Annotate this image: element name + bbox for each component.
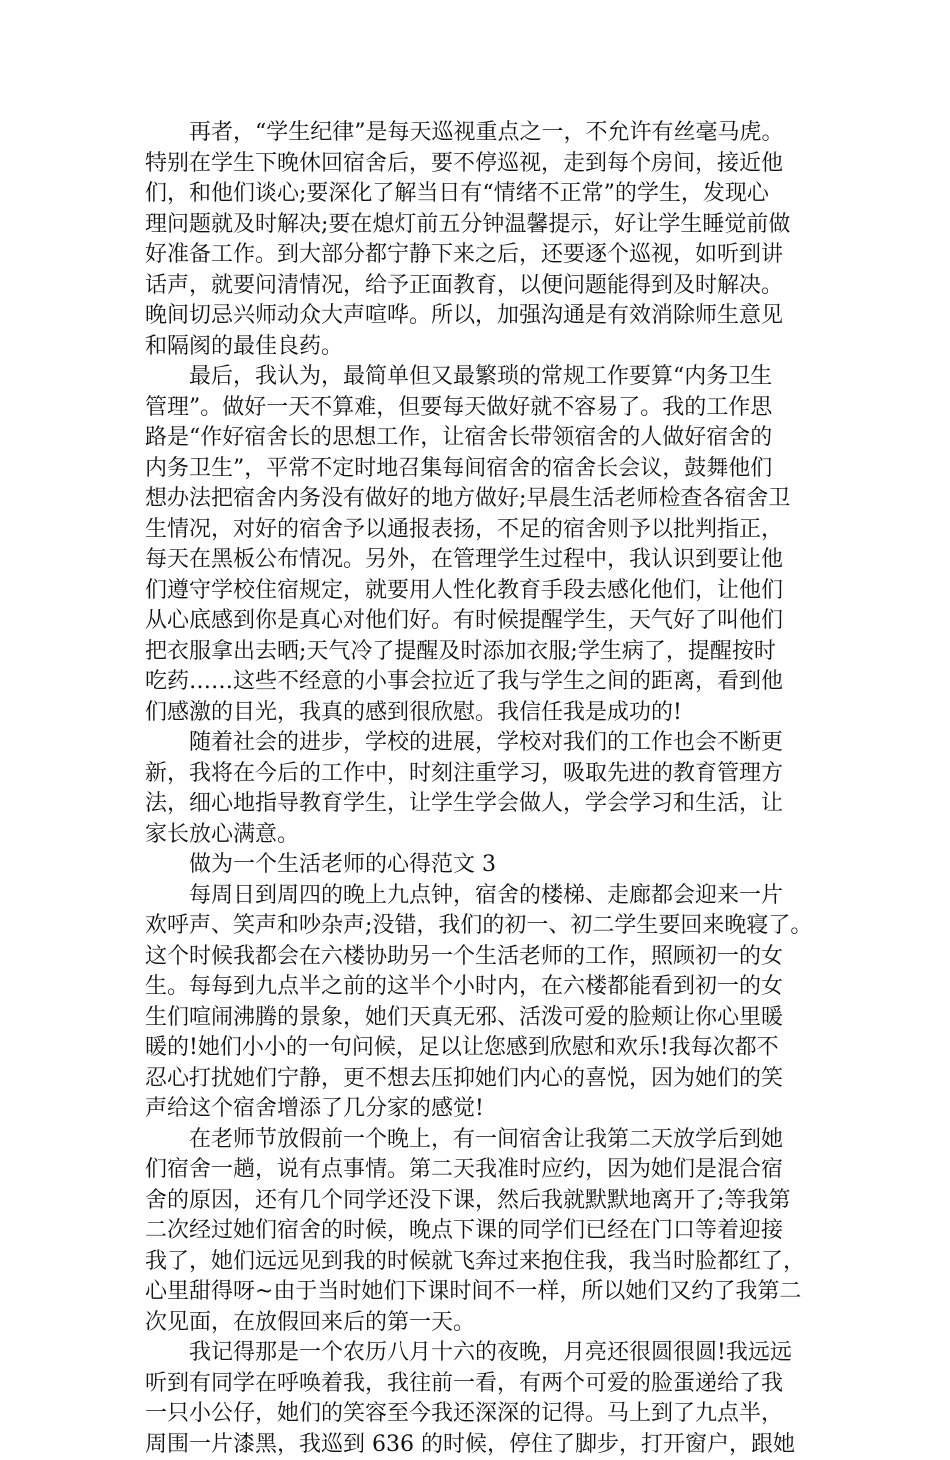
text-line: 生情况，对好的宿舍予以通报表扬，不足的宿舍则予以批判指正， bbox=[145, 515, 805, 546]
text-line: 们宿舍一趟，说有点事情。第二天我准时应约，因为她们是混合宿 bbox=[145, 1155, 805, 1186]
text-line: 再者，“学生纪律”是每天巡视重点之一，不允许有丝毫马虎。 bbox=[145, 118, 805, 149]
text-line: 每周日到周四的晚上九点钟，宿舍的楼梯、走廊都会迎来一片 bbox=[145, 881, 805, 912]
text-line: 声给这个宿舍增添了几分家的感觉! bbox=[145, 1094, 805, 1125]
text-line: 次见面，在放假回来后的第一天。 bbox=[145, 1308, 805, 1339]
text-line: 家长放心满意。 bbox=[145, 820, 805, 851]
text-line: 们，和他们谈心;要深化了解当日有“情绪不正常”的学生，发现心 bbox=[145, 179, 805, 210]
text-line: 话声，就要问清情况，给予正面教育，以便问题能得到及时解决。 bbox=[145, 271, 805, 302]
text-line: 最后，我认为，最简单但又最繁琐的常规工作要算“内务卫生 bbox=[145, 362, 805, 393]
text-line: 好准备工作。到大部分都宁静下来之后，还要逐个巡视，如听到讲 bbox=[145, 240, 805, 271]
text-line: 路是“作好宿舍长的思想工作，让宿舍长带领宿舍的人做好宿舍的 bbox=[145, 423, 805, 454]
text-line: 生们喧闹沸腾的景象，她们天真无邪、活泼可爱的脸颊让你心里暖 bbox=[145, 1003, 805, 1034]
text-line: 一只小公仔，她们的笑容至今我还深深的记得。马上到了九点半， bbox=[145, 1399, 805, 1430]
text-line: 生。每每到九点半之前的这半个小时内，在六楼都能看到初一的女 bbox=[145, 972, 805, 1003]
text-line: 我记得那是一个农历八月十六的夜晚，月亮还很圆很圆!我远远 bbox=[145, 1338, 805, 1369]
text-line: 们感激的目光，我真的感到很欣慰。我信任我是成功的! bbox=[145, 698, 805, 729]
text-line: 周围一片漆黑，我巡到 636 的时候，停住了脚步，打开窗户，跟她 bbox=[145, 1430, 805, 1460]
text-line: 法，细心地指导教育学生，让学生学会做人，学会学习和生活，让 bbox=[145, 789, 805, 820]
section-heading: 做为一个生活老师的心得范文 3 bbox=[145, 850, 805, 881]
text-line: 新，我将在今后的工作中，时刻注重学习，吸取先进的教育管理方 bbox=[145, 759, 805, 790]
text-line: 每天在黑板公布情况。另外，在管理学生过程中，我认识到要让他 bbox=[145, 545, 805, 576]
text-line: 舍的原因，还有几个同学还没下课，然后我就默默地离开了;等我第 bbox=[145, 1186, 805, 1217]
text-line: 我了，她们远远见到我的时候就飞奔过来抱住我，我当时脸都红了， bbox=[145, 1247, 805, 1278]
text-line: 想办法把宿舍内务没有做好的地方做好;早晨生活老师检查各宿舍卫 bbox=[145, 484, 805, 515]
text-line: 欢呼声、笑声和吵杂声;没错，我们的初一、初二学生要回来晚寝了。 bbox=[145, 911, 805, 942]
text-line: 二次经过她们宿舍的时候，晚点下课的同学们已经在门口等着迎接 bbox=[145, 1216, 805, 1247]
text-line: 管理”。做好一天不算难，但要每天做好就不容易了。我的工作思 bbox=[145, 393, 805, 424]
text-line: 内务卫生”，平常不定时地召集每间宿舍的宿舍长会议，鼓舞他们 bbox=[145, 454, 805, 485]
text-line: 这个时候我都会在六楼协助另一个生活老师的工作，照顾初一的女 bbox=[145, 942, 805, 973]
text-line: 在老师节放假前一个晚上，有一间宿舍让我第二天放学后到她 bbox=[145, 1125, 805, 1156]
text-line: 吃药……这些不经意的小事会拉近了我与学生之间的距离，看到他 bbox=[145, 667, 805, 698]
text-line: 特别在学生下晚休回宿舍后，要不停巡视，走到每个房间，接近他 bbox=[145, 149, 805, 180]
text-line: 和隔阂的最佳良药。 bbox=[145, 332, 805, 363]
text-line: 心里甜得呀~由于当时她们下课时间不一样，所以她们又约了我第二 bbox=[145, 1277, 805, 1308]
text-line: 晚间切忌兴师动众大声喧哗。所以，加强沟通是有效消除师生意见 bbox=[145, 301, 805, 332]
text-line: 暖的!她们小小的一句问候，足以让您感到欣慰和欢乐!我每次都不 bbox=[145, 1033, 805, 1064]
text-line: 听到有同学在呼唤着我，我往前一看，有两个可爱的脸蛋递给了我 bbox=[145, 1369, 805, 1400]
text-line: 把衣服拿出去晒;天气冷了提醒及时添加衣服;学生病了，提醒按时 bbox=[145, 637, 805, 668]
text-line: 理问题就及时解决;要在熄灯前五分钟温馨提示，好让学生睡觉前做 bbox=[145, 210, 805, 241]
text-line: 忍心打扰她们宁静，更不想去压抑她们内心的喜悦，因为她们的笑 bbox=[145, 1064, 805, 1095]
text-line: 们遵守学校住宿规定，就要用人性化教育手段去感化他们，让他们 bbox=[145, 576, 805, 607]
text-line: 从心底感到你是真心对他们好。有时候提醒学生，天气好了叫他们 bbox=[145, 606, 805, 637]
text-line: 随着社会的进步，学校的进展，学校对我们的工作也会不断更 bbox=[145, 728, 805, 759]
document-body bbox=[145, 118, 805, 1460]
